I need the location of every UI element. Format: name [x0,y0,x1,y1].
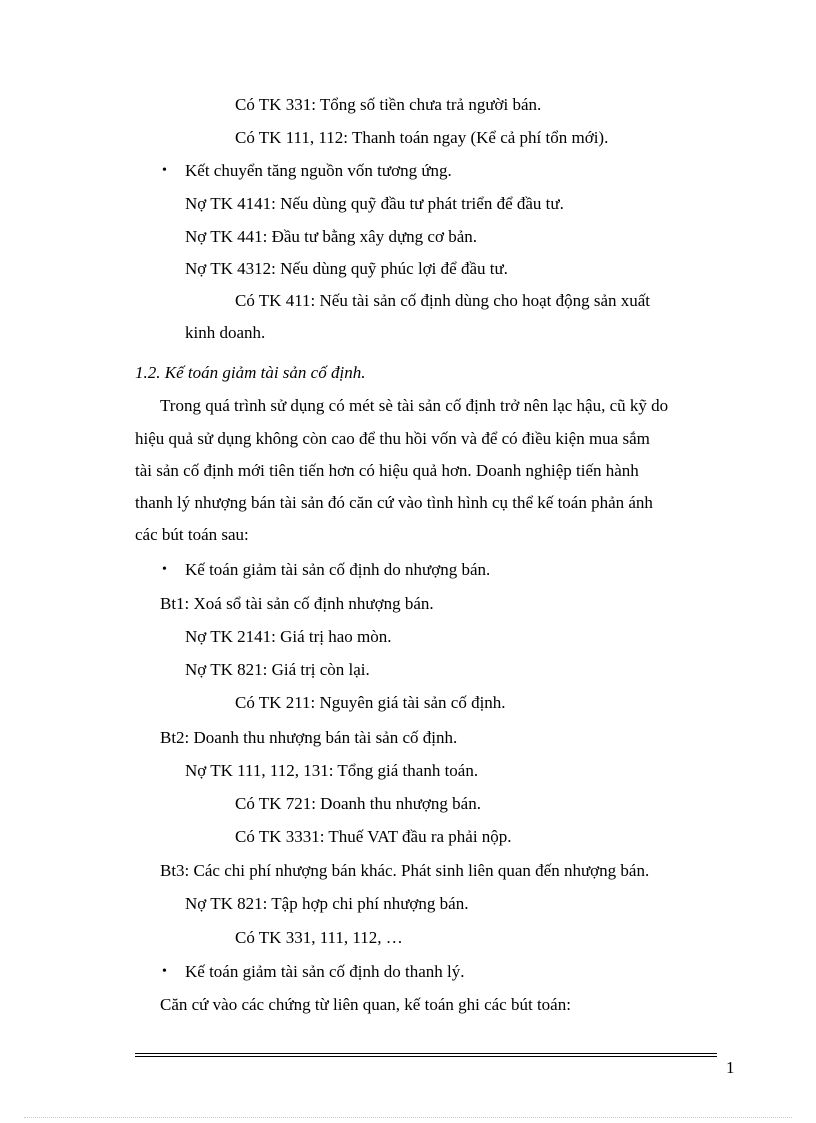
paragraph-line-5: các bút toán sau: [135,525,249,544]
entry-line-bt3-debit: Nợ TK 821: Tập hợp chi phí nhượng bán. [185,894,469,913]
entry-line-7: Có TK 411: Nếu tài sản cố định dùng cho hoạt động sản xuất [235,291,651,310]
page-number: 1 [726,1058,735,1077]
entry-line-5: Nợ TK 441: Đầu tư bằng xây dựng cơ bản. [185,227,477,246]
page-bottom-border [24,1117,792,1118]
entry-line-6: Nợ TK 4312: Nếu dùng quỹ phúc lợi để đầu tư. [185,259,508,278]
entry-line-bt3-credit: Có TK 331, 111, 112, … [235,928,403,947]
entry-line-bt2-credit-2: Có TK 3331: Thuế VAT đầu ra phải nộp. [235,827,512,846]
bullet-icon: • [162,163,167,178]
entry-line-bt1-debit-1: Nợ TK 2141: Giá trị hao mòn. [185,627,392,646]
paragraph-closing: Căn cứ vào các chứng từ liên quan, kế toán ghi các bút toán: [160,995,571,1014]
entry-line-bt2-debit: Nợ TK 111, 112, 131: Tổng giá thanh toán. [185,761,479,780]
bullet-icon: • [162,562,167,577]
bullet-icon: • [162,964,167,979]
entry-line-bt1: Bt1: Xoá sổ tài sản cố định nhượng bán. [160,594,434,613]
bullet-item-transfer: Kết chuyển tăng nguồn vốn tương ứng. [185,161,452,180]
paragraph-line-2: hiệu quả sử dụng không còn cao để thu hồi vốn và để có điều kiện mua sắm [135,429,650,448]
entry-line-bt3: Bt3: Các chi phí nhượng bán khác. Phát sinh liên quan đến nhượng bán. [160,861,650,880]
footer-rule-top [135,1053,717,1054]
paragraph-line-3: tài sản cố định mới tiên tiến hơn có hiệu quả hơn. Doanh nghiệp tiến hành [135,461,639,480]
entry-line-bt2: Bt2: Doanh thu nhượng bán tài sản cố định. [160,728,458,747]
paragraph-line-4: thanh lý nhượng bán tài sản đó căn cứ vào tình hình cụ thể kế toán phản ánh [135,493,653,512]
entry-line-bt1-debit-2: Nợ TK 821: Giá trị còn lại. [185,660,370,679]
entry-line-4: Nợ TK 4141: Nếu dùng quỹ đầu tư phát triển để đầu tư. [185,194,564,213]
footer-rule-bottom [135,1056,717,1057]
entry-line-bt2-credit-1: Có TK 721: Doanh thu nhượng bán. [235,794,481,813]
entry-line-2: Có TK 111, 112: Thanh toán ngay (Kể cả phí tổn mới). [235,128,609,147]
entry-line-bt1-credit: Có TK 211: Nguyên giá tài sản cố định. [235,693,506,712]
entry-line-1: Có TK 331: Tổng số tiền chưa trả người bán. [235,95,542,114]
bullet-item-sale: Kế toán giảm tài sản cố định do nhượng bán. [185,560,491,579]
entry-line-8: kinh doanh. [185,323,266,342]
section-heading: 1.2. Kế toán giảm tài sản cố định. [135,363,366,382]
bullet-item-liquidation: Kế toán giảm tài sản cố định do thanh lý. [185,962,465,981]
paragraph-line-1: Trong quá trình sử dụng có mét sè tài sản cố định trở nên lạc hậu, cũ kỹ do [160,396,669,415]
